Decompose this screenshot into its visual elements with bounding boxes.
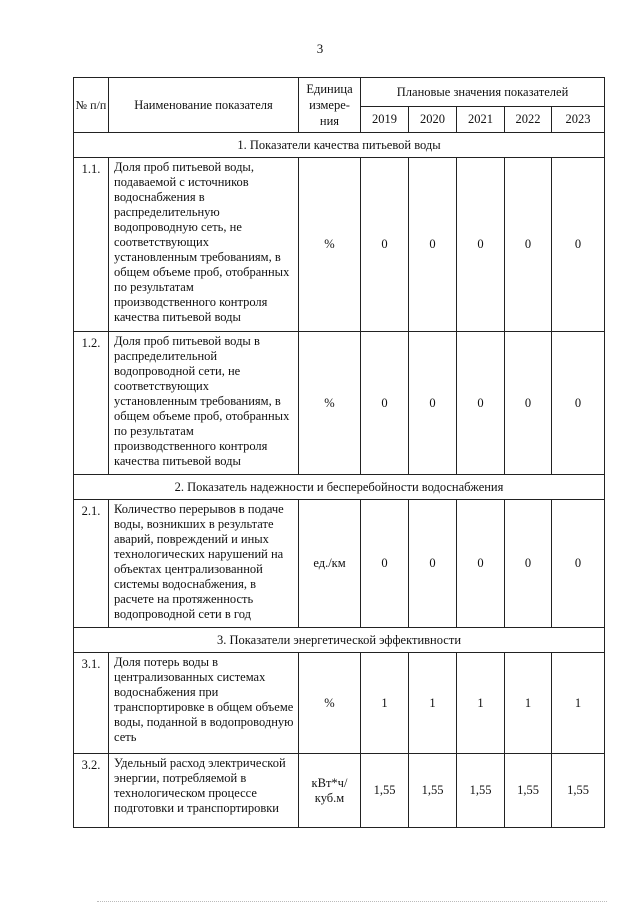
value-2020: 1 <box>409 653 457 754</box>
value-2022: 0 <box>505 158 552 332</box>
value-2019: 0 <box>361 500 409 628</box>
header-year-2022: 2022 <box>505 107 552 133</box>
header-year-2020: 2020 <box>409 107 457 133</box>
indicator-unit: кВт*ч/ куб.м <box>299 754 361 828</box>
value-2022: 0 <box>505 332 552 475</box>
indicator-name: Доля проб питьевой воды, подаваемой с источников водоснабжения в распределительную водопроводную сеть, не соответствующих установленным требованиям, в общем объеме проб, отобранных по результатам производственного контроля качества питьевой воды <box>109 158 299 332</box>
value-2021: 1,55 <box>457 754 505 828</box>
value-2021: 0 <box>457 500 505 628</box>
row-number: 2.1. <box>74 500 109 628</box>
value-2020: 0 <box>409 500 457 628</box>
value-2023: 1,55 <box>552 754 605 828</box>
row-number: 1.1. <box>74 158 109 332</box>
indicator-unit: % <box>299 653 361 754</box>
value-2023: 0 <box>552 500 605 628</box>
value-2023: 0 <box>552 332 605 475</box>
indicator-name: Доля потерь воды в централизованных системах водоснабжения при транспортировке в общем объеме воды, поданной в водопроводную сеть <box>109 653 299 754</box>
section-title: 2. Показатель надежности и бесперебойности водоснабжения <box>74 475 605 500</box>
section-title: 3. Показатели энергетической эффективности <box>74 628 605 653</box>
table-row <box>74 653 605 754</box>
table-row <box>74 754 605 828</box>
indicators-table <box>73 77 605 828</box>
value-2022: 1,55 <box>505 754 552 828</box>
section-1-row <box>74 133 605 158</box>
header-num: № п/п <box>74 78 109 133</box>
value-2023: 0 <box>552 158 605 332</box>
table-row <box>74 500 605 628</box>
value-2019: 0 <box>361 332 409 475</box>
table-row <box>74 158 605 332</box>
value-2021: 0 <box>457 158 505 332</box>
header-year-2021: 2021 <box>457 107 505 133</box>
indicator-unit: % <box>299 332 361 475</box>
value-2020: 0 <box>409 158 457 332</box>
value-2020: 1,55 <box>409 754 457 828</box>
value-2021: 0 <box>457 332 505 475</box>
section-3-row <box>74 628 605 653</box>
table-row <box>74 332 605 475</box>
value-2021: 1 <box>457 653 505 754</box>
row-number: 3.2. <box>74 754 109 828</box>
value-2019: 1,55 <box>361 754 409 828</box>
indicator-unit: % <box>299 158 361 332</box>
section-2-row <box>74 475 605 500</box>
value-2023: 1 <box>552 653 605 754</box>
header-unit: Единица измере- ния <box>299 78 361 133</box>
header-year-2023: 2023 <box>552 107 605 133</box>
indicator-unit: ед./км <box>299 500 361 628</box>
page-number: 3 <box>316 41 324 56</box>
header-plan: Плановые значения показателей <box>361 78 605 107</box>
indicator-name: Удельный расход электрической энергии, потребляемой в технологическом процессе подготовки и транспортировки <box>109 754 299 828</box>
row-number: 1.2. <box>74 332 109 475</box>
value-2019: 0 <box>361 158 409 332</box>
value-2022: 1 <box>505 653 552 754</box>
section-title: 1. Показатели качества питьевой воды <box>74 133 605 158</box>
header-name: Наименование показателя <box>109 78 299 133</box>
value-2019: 1 <box>361 653 409 754</box>
indicator-name: Количество перерывов в подаче воды, возникших в результате аварий, повреждений и иных технологических нарушений на объектах централизованной системы водоснабжения, в расчете на протяженность водопроводной сети в год <box>109 500 299 628</box>
header-year-2019: 2019 <box>361 107 409 133</box>
header-row <box>74 78 605 107</box>
page-bottom-rule <box>97 901 607 902</box>
value-2020: 0 <box>409 332 457 475</box>
row-number: 3.1. <box>74 653 109 754</box>
value-2022: 0 <box>505 500 552 628</box>
indicator-name: Доля проб питьевой воды в распределительной водопроводной сети, не соответствующих установленным требованиям, в общем объеме проб, отобранных по результатам производственного контроля качества питьевой воды <box>109 332 299 475</box>
